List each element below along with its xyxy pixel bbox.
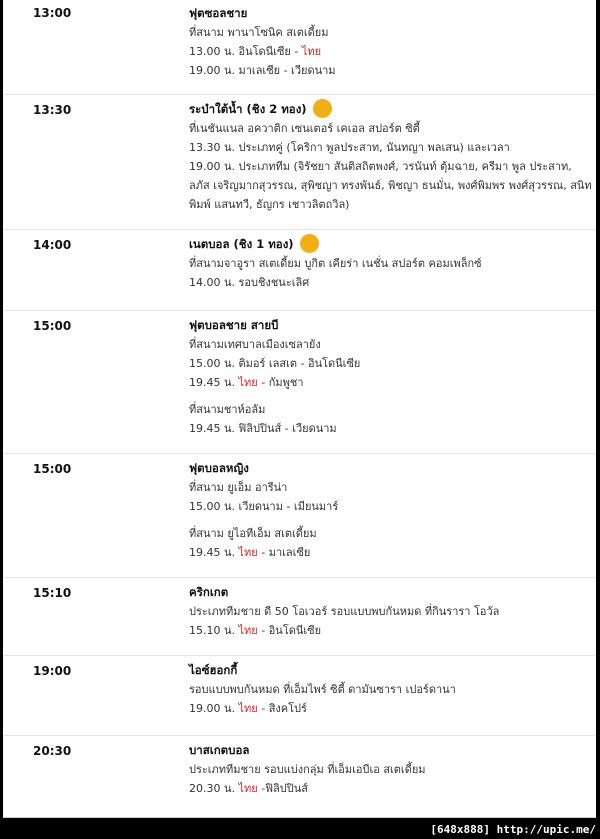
event-synchronized-swimming [3,94,596,230]
event-line: 15.00 น. ติมอร์ เลสเต - อินโดนีเซีย [189,357,361,370]
event-time: 20:30 [33,744,72,758]
event-line: ที่สนามชาห์อลัม [189,403,266,416]
event-title: บาสเกตบอล [189,743,250,757]
event-football-men-group-b [3,310,596,454]
event-line: 14.00 น. รอบชิงชนะเลิศ [189,276,310,289]
event-line: 15.10 น. ไทย - อินโดนีเซีย [189,624,322,637]
image-host-watermark: [648x888] http://upic.me/ [430,823,596,836]
event-line: 19.45 น. ไทย - กัมพูชา [189,376,304,389]
event-time: 15:00 [33,319,72,333]
event-line: ที่เนชันแนล อควาติก เซนเตอร์ เคเอล สปอร์ต ซิตี้ [189,122,420,135]
event-title: เนตบอล (ชิง 1 ทอง) [189,234,592,254]
event-basketball [3,735,596,817]
event-time: 15:00 [33,462,72,476]
event-line: ที่สนาม ยูไอทีเอ็ม สเตเดี้ยม [189,527,317,540]
event-time: 13:00 [33,6,72,20]
event-line: ที่สนาม พานาโซนิค สเตเดี้ยม [189,26,329,39]
event-line: 19.00 น. ประเภททีม (จิรัชยา สันติสถิตพงศ์, วรนันท์ ตุ้มฉาย, ครีมา พูล ประสาท, ลภัส เจริญมากสุวรรณ, สุพิชญา ทรงพันธ์, พิชญา ธนมั่น, พงศ์พิมพร พงศ์สุวรรณ, สนิทพิมพ์ แสนทวี, ธัญกร เชาวลิตถวิล) [189,160,592,211]
event-line: 13.00 น. อินโดนีเซีย - ไทย [189,45,322,58]
event-line: ประเภททีมชาย ดี 50 โอเวอร์ รอบแบบพบกันหมด ที่กินรารา โอวัล [189,605,500,618]
gold-medal-icon [313,99,332,118]
gold-medal-icon [300,234,319,253]
event-title: ระบำใต้น้ำ (ชิง 2 ทอง) [189,99,592,119]
event-title: ฟุตบอลชาย สายบี [189,318,279,332]
event-line: 19.45 น. ฟิลิปปินส์ - เวียดนาม [189,422,337,435]
event-line: ที่สนาม ยูเอ็ม อารีน่า [189,481,288,494]
event-line: 13.30 น. ประเภทคู่ (โคริกา พูลประสาท, นันทญา พลเสน) และเวลา [189,141,510,154]
event-line: 19.00 น. มาเลเซีย - เวียดนาม [189,64,336,77]
event-line: ที่สนามเทศบาลเมืองเซลายัง [189,338,321,351]
event-ice-hockey [3,655,596,736]
event-time: 14:00 [33,238,72,252]
event-football-women [3,453,596,578]
event-line: รอบแบบพบกันหมด ที่เอ็มไพร์ ซิตี้ ดามันซารา เปอร์ดานา [189,683,456,696]
event-futsal-men [3,0,596,95]
event-line: 20.30 น. ไทย -ฟิลิปปินส์ [189,782,308,795]
event-line: ที่สนามจาอูรา สเตเดี้ยม บูกิต เคียร่า เนชั่น สปอร์ต คอมเพล็กซ์ [189,257,482,270]
event-title: ไอซ์ฮอกกี้ [189,663,238,677]
event-title: คริกเกต [189,585,229,599]
event-cricket [3,577,596,656]
event-time: 15:10 [33,586,72,600]
event-line: 15.00 น. เวียดนาม - เมียนมาร์ [189,500,339,513]
event-title: ฟุตซอลชาย [189,6,248,20]
event-line: 19.00 น. ไทย - สิงคโปร์ [189,702,307,715]
event-line: 19.45 น. ไทย - มาเลเซีย [189,546,311,559]
event-netball [3,229,596,311]
schedule-page [3,0,596,818]
event-time: 13:30 [33,103,72,117]
event-time: 19:00 [33,664,72,678]
event-line: ประเภททีมชาย รอบแบ่งกลุ่ม ที่เอ็มเอบีเอ สเตเดี้ยม [189,763,426,776]
event-title: ฟุตบอลหญิง [189,461,249,475]
